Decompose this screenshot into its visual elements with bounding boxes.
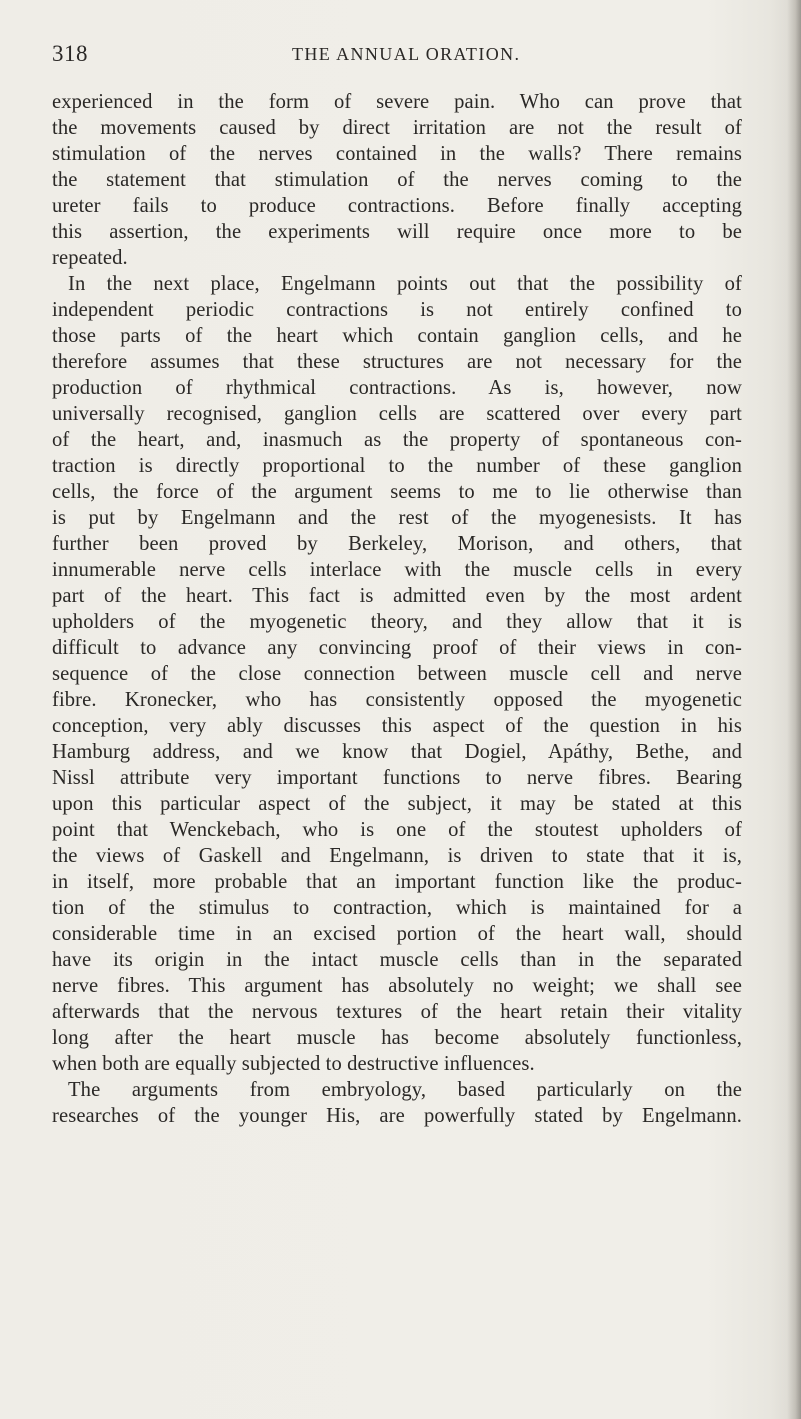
text-line: the views of Gaskell and Engelmann, is driven to state that it is, bbox=[52, 845, 742, 867]
text-line: innumerable nerve cells interlace with the muscle cells in every bbox=[52, 559, 742, 581]
text-line: therefore assumes that these structures are not necessary for the bbox=[52, 351, 742, 373]
text-line: difficult to advance any convincing proof of their views in con- bbox=[52, 637, 742, 659]
text-line: considerable time in an excised portion of the heart wall, should bbox=[52, 923, 742, 945]
text-line: long after the heart muscle has become absolutely functionless, bbox=[52, 1027, 742, 1049]
text-line: upon this particular aspect of the subject, it may be stated at this bbox=[52, 793, 742, 815]
text-line: universally recognised, ganglion cells are scattered over every part bbox=[52, 403, 742, 425]
paragraph-2 bbox=[52, 271, 742, 1077]
text-line: In the next place, Engelmann points out that the possibility of bbox=[68, 273, 742, 295]
text-line: in itself, more probable that an important function like the produc- bbox=[52, 871, 742, 893]
text-line: researches of the younger His, are powerfully stated by Engelmann. bbox=[52, 1105, 742, 1127]
text-line: stimulation of the nerves contained in the walls? There remains bbox=[52, 143, 742, 165]
text-line: tion of the stimulus to contraction, which is maintained for a bbox=[52, 897, 742, 919]
text-line: sequence of the close connection between muscle cell and nerve bbox=[52, 663, 742, 685]
text-line: experienced in the form of severe pain. Who can prove that bbox=[52, 91, 742, 113]
page-header bbox=[52, 41, 740, 71]
text-line: when both are equally subjected to destructive influences. bbox=[52, 1053, 535, 1075]
text-line: the movements caused by direct irritation are not the result of bbox=[52, 117, 742, 139]
text-line: independent periodic contractions is not entirely confined to bbox=[52, 299, 742, 321]
text-line: cells, the force of the argument seems to me to lie otherwise than bbox=[52, 481, 742, 503]
text-line: Nissl attribute very important functions to nerve fibres. Bearing bbox=[52, 767, 742, 789]
text-line: have its origin in the intact muscle cells than in the separated bbox=[52, 949, 742, 971]
text-line: ureter fails to produce contractions. Before finally accepting bbox=[52, 195, 742, 217]
text-line: afterwards that the nervous textures of the heart retain their vitality bbox=[52, 1001, 742, 1023]
running-head: THE ANNUAL ORATION. bbox=[292, 44, 521, 64]
paragraph-3 bbox=[52, 1077, 742, 1129]
text-line: the statement that stimulation of the nerves coming to the bbox=[52, 169, 742, 191]
text-line: further been proved by Berkeley, Morison, and others, that bbox=[52, 533, 742, 555]
text-line: Hamburg address, and we know that Dogiel, Apáthy, Bethe, and bbox=[52, 741, 742, 763]
text-line: part of the heart. This fact is admitted even by the most ardent bbox=[52, 585, 742, 607]
body-text bbox=[52, 89, 742, 1129]
text-line: this assertion, the experiments will require once more to be bbox=[52, 221, 742, 243]
text-line: nerve fibres. This argument has absolutely no weight; we shall see bbox=[52, 975, 742, 997]
page-number: 318 bbox=[52, 41, 88, 66]
paragraph-1 bbox=[52, 89, 742, 271]
text-line: The arguments from embryology, based particularly on the bbox=[68, 1079, 742, 1101]
text-line: point that Wenckebach, who is one of the stoutest upholders of bbox=[52, 819, 742, 841]
text-line: of the heart, and, inasmuch as the property of spontaneous con- bbox=[52, 429, 742, 451]
text-line: traction is directly proportional to the number of these ganglion bbox=[52, 455, 742, 477]
text-line: those parts of the heart which contain ganglion cells, and he bbox=[52, 325, 742, 347]
text-line: is put by Engelmann and the rest of the myogenesists. It has bbox=[52, 507, 742, 529]
text-line: fibre. Kronecker, who has consistently opposed the myogenetic bbox=[52, 689, 742, 711]
text-line: production of rhythmical contractions. As is, however, now bbox=[52, 377, 742, 399]
page-edge-shadow bbox=[787, 0, 801, 1419]
text-line: upholders of the myogenetic theory, and they allow that it is bbox=[52, 611, 742, 633]
text-line: repeated. bbox=[52, 247, 128, 269]
text-line: conception, very ably discusses this aspect of the question in his bbox=[52, 715, 742, 737]
